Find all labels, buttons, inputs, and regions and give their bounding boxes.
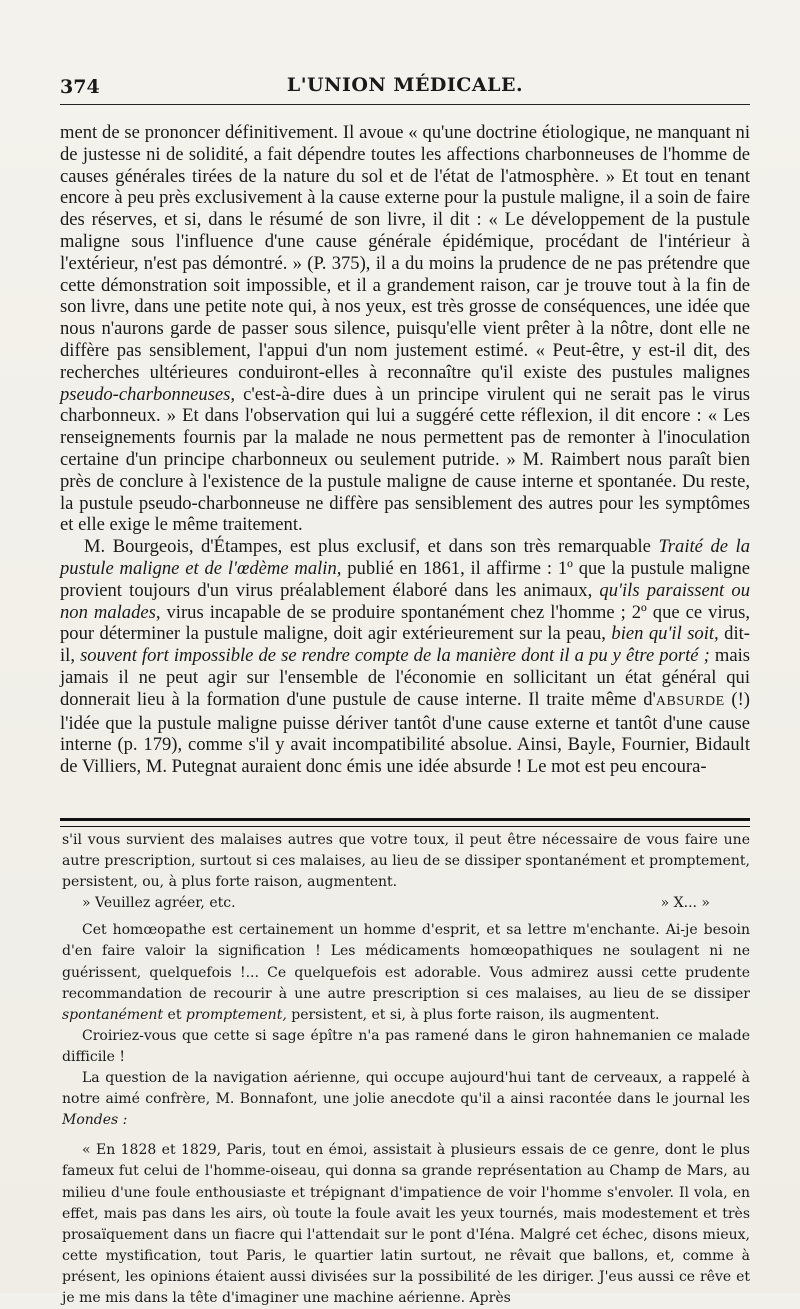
main-paragraph-1: ment de se prononcer définitivement. Il avoue « qu'une doctrine étiologique, ne manquant ni de justesse ni de solidité, a fait dépendre toutes les affections charbonneuses de l'homme de causes générales tirées de la nature du sol et de l'état de l'atmosphère. » Et tout en tenant encore à peu près exclusivement à la cause externe pour la pustule maligne, il a soin de faire des réserves, et si, dans le résumé de son livre, il dit : « Le développement de la pustule maligne sous l'influence d'une cause générale épidémique, procédant de l'intérieur à l'extérieur, n'est pas démontré. » (P. 375), il a du moins la prudence de ne pas prétendre que cette démonstration soit impossible, et il a grandement raison, car je trouve tout à la fin de son livre, dans une petite note qui, à nos yeux, est très grosse de conséquences, une idée que nous n'aurons garde de passer sous silence, puisqu'elle vient prêter à la nôtre, dont elle ne diffère pas sensiblement, l'appui d'un nom justement estimé. « Peut-être, y est-il dit, des recherches ultérieures conduiront-elles à reconnaître qu'il existe des pustules malignes pseudo-charbonneuses, c'est-à-dire dues à un principe virulent qui ne serait pas le virus charbonneux. » Et dans l'observation qui lui a suggéré cette réflexion, il dit encore : « Les renseignements fournis par la malade ne nous permettent pas de remonter à l'inoculation certaine d'un principe charbonneux ou seulement putride. » M. Raimbert nous paraît bien près de conclure à l'existence de la pustule maligne de cause interne et spontanée. Du reste, la pustule pseudo-charbonneuse ne diffère pas sensiblement des autres pour les symptômes et elle exige le même traitement. — [60, 122, 750, 536]
main-article — [60, 122, 750, 778]
main-paragraph-2: M. Bourgeois, d'Étampes, est plus exclusif, et dans son très remarquable Traité de la pustule maligne et de l'œdème malin, publié en 1861, il affirme : 1º que la pustule maligne provient toujours d'un virus préalablement élaboré dans les animaux, qu'ils paraissent ou non malades, virus incapable de se produire spontanément chez l'homme ; 2º que ce virus, pour déterminer la pustule maligne, doit agir extérieurement sur la peau, bien qu'il soit, dit-il, souvent fort impossible de se rendre compte de la manière dont il a pu y être porté ; mais jamais il ne peut agir sur l'ensemble de l'économie en sollicitant un état général qui donnerait lieu à la formation d'une pustule de cause interne. Il traite même d'ABSURDE (!) l'idée que la pustule maligne puisse dériver tantôt d'une cause externe et tantôt d'une cause interne (p. 179), comme s'il y avait incompatibilité absolue. Ainsi, Bayle, Fournier, Bidault de Villiers, M. Putegnat auraient donc émis une idée absurde ! Le mot est peu encoura- — [60, 536, 750, 778]
letter-closing: » Veuillez agréer, etc. — [82, 895, 236, 912]
feuilleton-paragraph-4: La question de la navigation aérienne, qui occupe aujourd'hui tant de cerveaux, a rappelé à notre aimé confrère, M. Bonnafont, une jolie anecdote qu'il a ainsi racontée dans le journal les Mondes : — [62, 1070, 750, 1129]
letter-signature: » X... » — [660, 895, 710, 912]
feuilleton-paragraph-1: s'il vous survient des malaises autres que votre toux, il peut être nécessaire de vous faire une autre prescription, surtout si ces malaises, au lieu de se dissiper spontanément et promptement, persistent, ou, à plus forte raison, augmentent. — [62, 832, 750, 891]
page-number: 374 — [60, 76, 100, 98]
page-header — [60, 72, 750, 100]
letter-signature-line — [62, 893, 750, 914]
header-rule — [60, 104, 750, 105]
feuilleton-paragraph-5: « En 1828 et 1829, Paris, tout en émoi, assistait à plusieurs essais de ce genre, dont le plus fameux fut celui de l'homme-oiseau, qui donna sa grande représentation au Champ de Mars, au milieu d'une foule enthousiaste et trépignant d'impatience de voir l'homme s'envoler. Il vola, en effet, mais pas dans les airs, où toute la foule avait les yeux tournés, mais modestement et très prosaïquement dans un fiacre qui l'attendait sur le pont d'Iéna. Malgré cet échec, disons mieux, cette mystification, tout Paris, le quartier latin surtout, ne rêvait que ballons, et, comme à présent, les opinions étaient aussi divisées sur la possibilité de les diriger. J'eus aussi ce rêve et je me mis dans la tête d'imaginer une machine aérienne. Après — [62, 1142, 750, 1306]
feuilleton-separator — [60, 818, 750, 827]
feuilleton-paragraph-3: Croiriez-vous que cette si sage épître n'a pas ramené dans le giron hahnemanien ce malade difficile ! — [62, 1027, 750, 1065]
feuilleton-paragraph-2: Cet homœopathe est certainement un homme d'esprit, et sa lettre m'enchante. Ai-je besoin d'en faire valoir la signification ! Les médicaments homœopathiques ne soulagent ni ne guérissent, quelquefois !... Ce quelquefois est adorable. Vous admirez aussi cette prudente recommandation de recourir à une autre prescription si ces malaises, au lieu de se dissiper spontanément et promptement, persistent, et si, à plus forte raison, ils augmentent. — [62, 922, 750, 1023]
running-title: L'UNION MÉDICALE. — [286, 74, 524, 96]
feuilleton-section — [62, 830, 750, 1309]
